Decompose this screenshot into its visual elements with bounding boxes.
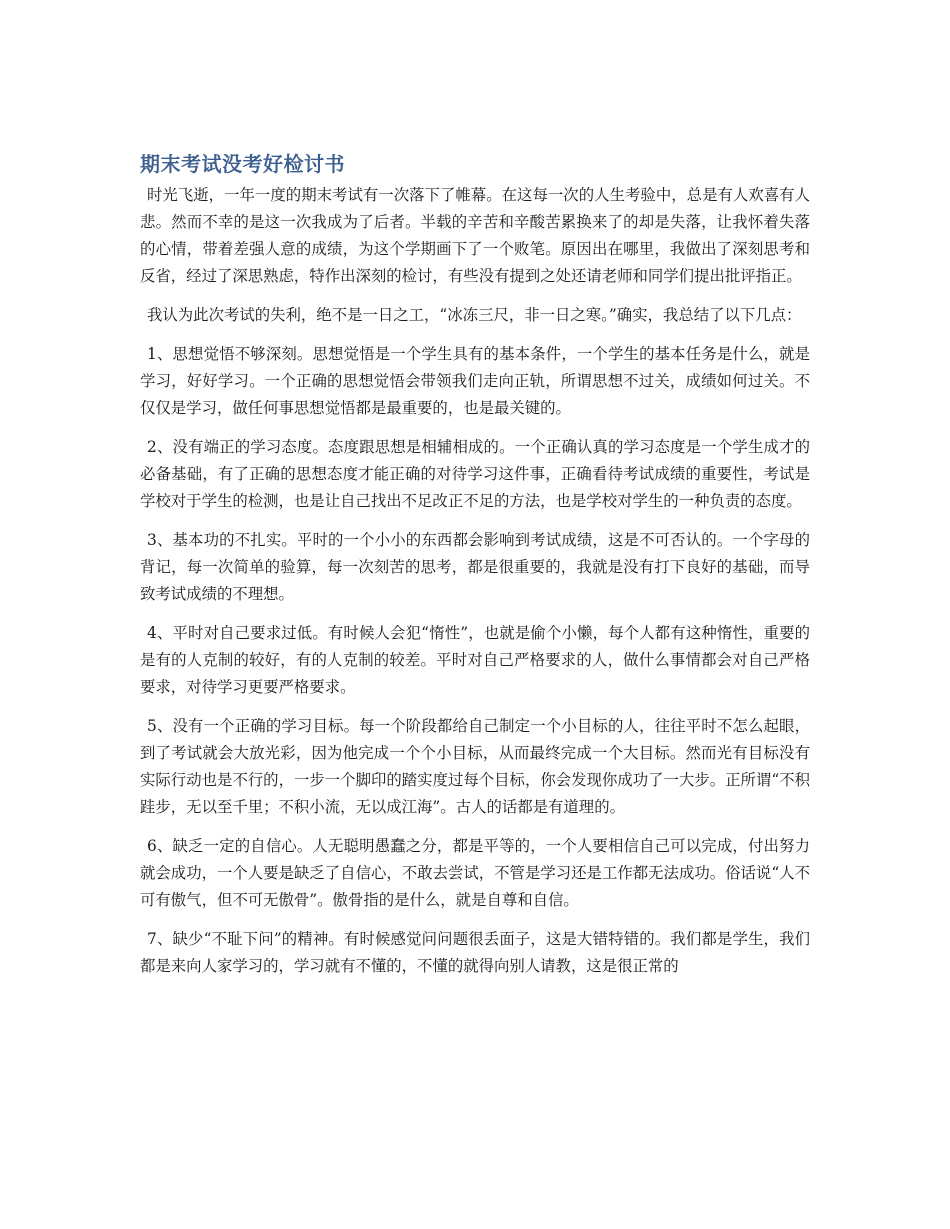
- document-title: 期末考试没考好检讨书: [140, 152, 345, 176]
- paragraph-summary: 我认为此次考试的失利，绝不是一日之工，“冰冻三尺，非一日之寒。”确实，我总结了以下几点：: [147, 306, 802, 324]
- paragraph-point-1: 1、思想觉悟不够深刻。思想觉悟是一个学生具有的基本条件，一个学生的基本任务是什么，就是学习，好好学习。一个正确的思想觉悟会带领我们走向正轨，所谓思想不过关，成绩如何过关。不仅仅是学习，做任何事思想觉悟都是最重要的，也是最关键的。: [140, 345, 810, 417]
- paragraph-point-5: 5、没有一个正确的学习目标。每一个阶段都给自己制定一个小目标的人，往往平时不怎么起眼，到了考试就会大放光彩，因为他完成一个个小目标，从而最终完成一个大目标。然而光有目标没有实际行动也是不行的，一步一个脚印的踏实度过每个目标，你会发现你成功了一大步。正所谓“不积跬步，无以至千里；不积小流，无以成江海”。古人的话都是有道理的。: [140, 717, 810, 816]
- paragraph-point-3: 3、基本功的不扎实。平时的一个小小的东西都会影响到考试成绩，这是不可否认的。一个字母的背记，每一次简单的验算，每一次刻苦的思考，都是很重要的，我就是没有打下良好的基础，而导致考试成绩的不理想。: [140, 531, 810, 603]
- document-page: [140, 150, 810, 992]
- paragraph-point-6: 6、缺乏一定的自信心。人无聪明愚蠢之分，都是平等的，一个人要相信自己可以完成，付出努力就会成功，一个人要是缺乏了自信心，不敢去尝试，不管是学习还是工作都无法成功。俗话说“人不可有傲气，但不可无傲骨”。傲骨指的是什么，就是自尊和自信。: [140, 837, 810, 909]
- paragraph-point-7: 7、缺少“不耻下问”的精神。有时候感觉问问题很丢面子，这是大错特错的。我们都是学生，我们都是来向人家学习的，学习就有不懂的，不懂的就得向别人请教，这是很正常的: [140, 930, 810, 975]
- paragraph-point-2: 2、没有端正的学习态度。态度跟思想是相辅相成的。一个正确认真的学习态度是一个学生成才的必备基础，有了正确的思想态度才能正确的对待学习这件事，正确看待考试成绩的重要性，考试是学校对于学生的检测，也是让自己找出不足改正不足的方法，也是学校对学生的一种负责的态度。: [140, 438, 810, 510]
- paragraph-point-4: 4、平时对自己要求过低。有时候人会犯“惰性”，也就是偷个小懒，每个人都有这种惰性，重要的是有的人克制的较好，有的人克制的较差。平时对自己严格要求的人，做什么事情都会对自己严格要求，对待学习更要严格要求。: [140, 624, 810, 696]
- paragraph-intro: 时光飞逝，一年一度的期末考试有一次落下了帷幕。在这每一次的人生考验中，总是有人欢喜有人悲。然而不幸的是这一次我成为了后者。半载的辛苦和辛酸苦累换来了的却是失落，让我怀着失落的心情，带着差强人意的成绩，为这个学期画下了一个败笔。原因出在哪里，我做出了深刻思考和反省，经过了深思熟虑，特作出深刻的检讨，有些没有提到之处还请老师和同学们提出批评指正。: [140, 186, 810, 285]
